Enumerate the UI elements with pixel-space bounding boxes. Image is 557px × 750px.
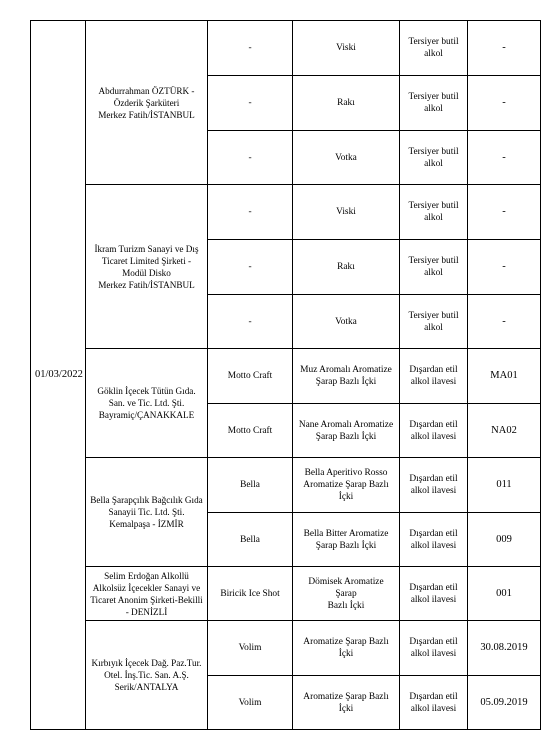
text-line: Otel. İnş.Tic. San. A.Ş.	[104, 670, 189, 680]
additive-cell	[400, 295, 468, 349]
brand-cell: Motto Craft	[208, 404, 293, 458]
text-line: alkol ilavesi	[410, 649, 457, 659]
additive-cell	[400, 240, 468, 295]
additive-cell	[400, 349, 468, 404]
text-line: Abdurrahman ÖZTÜRK -	[98, 85, 195, 96]
lot-code-cell: -	[468, 76, 541, 131]
company-cell	[86, 21, 208, 185]
brand-cell: -	[208, 185, 293, 240]
text-line: Merkez Fatih/İSTANBUL	[98, 279, 195, 290]
brand-cell: -	[208, 295, 293, 349]
text-line: Dışardan etil	[409, 474, 458, 484]
text-line: Merkez Fatih/İSTANBUL	[98, 109, 195, 120]
text-line: Şarap Bazlı İçki	[315, 377, 377, 387]
brand-cell: Volim	[208, 676, 293, 730]
text-line: alkol ilavesi	[410, 377, 457, 387]
text-line: Viski	[336, 43, 356, 53]
product-cell	[293, 76, 400, 131]
additive-cell	[400, 621, 468, 676]
table-row	[31, 621, 541, 676]
table-row	[31, 349, 541, 404]
company-cell	[86, 349, 208, 458]
text-line: Votka	[335, 152, 357, 163]
lot-code-cell: -	[468, 21, 541, 76]
date-cell: 01/03/2022	[31, 21, 86, 730]
text-line: İçki	[338, 703, 354, 714]
text-line: alkol ilavesi	[410, 431, 457, 442]
company-cell	[86, 621, 208, 730]
additive-cell	[400, 21, 468, 76]
lot-code-cell: 011	[468, 458, 541, 513]
table-row	[31, 21, 541, 76]
product-cell	[293, 185, 400, 240]
lot-code-cell: 30.08.2019	[468, 621, 541, 676]
product-cell	[293, 404, 400, 458]
text-line: Tersiyer butil	[408, 201, 459, 211]
lot-code-cell: MA01	[468, 349, 541, 404]
text-line: - DENİZLİ	[125, 606, 168, 617]
text-line: Bayramiç/ÇANAKKALE	[98, 410, 195, 420]
lot-code-cell: -	[468, 295, 541, 349]
product-cell	[293, 567, 400, 621]
lot-code-cell: 001	[468, 567, 541, 621]
text-line: Bella Bitter Aromatize	[303, 528, 389, 539]
text-line: alkol ilavesi	[410, 594, 457, 605]
brand-cell: -	[208, 21, 293, 76]
table-row	[31, 458, 541, 513]
text-line: Bazlı İçki	[327, 600, 365, 611]
text-line: Tersiyer butil	[408, 37, 459, 47]
lot-code-cell: -	[468, 240, 541, 295]
text-line: Göklin İçecek Tütün Gıda.	[97, 386, 196, 396]
additive-cell	[400, 513, 468, 567]
additive-cell	[400, 567, 468, 621]
text-line: Votka	[335, 316, 357, 327]
additive-cell	[400, 676, 468, 730]
brand-cell: -	[208, 76, 293, 131]
text-line: Ticaret Limited Şirketi -	[101, 255, 192, 266]
text-line: Tersiyer butil	[408, 92, 459, 102]
text-line: alkol	[424, 268, 443, 278]
additive-cell	[400, 76, 468, 131]
product-cell	[293, 621, 400, 676]
product-table	[30, 20, 541, 730]
text-line: Şarap Bazlı İçki	[315, 540, 377, 551]
additive-cell	[400, 404, 468, 458]
product-cell	[293, 131, 400, 185]
lot-code-cell: 009	[468, 513, 541, 567]
text-line: Aromatize Şarap Bazlı	[303, 480, 389, 490]
brand-cell: Bella	[208, 458, 293, 513]
text-line: Serik/ANTALYA	[114, 682, 179, 692]
text-line: Dışardan etil	[409, 637, 458, 647]
text-line: Dışardan etil	[409, 419, 458, 430]
product-cell	[293, 676, 400, 730]
text-line: Bella Aperitivo Rosso	[304, 468, 388, 478]
text-line: Ticaret Anonim Şirketi-Bekilli	[90, 594, 203, 605]
text-line: Dışardan etil	[409, 365, 458, 375]
product-cell	[293, 240, 400, 295]
company-cell	[86, 567, 208, 621]
text-line: Tersiyer butil	[408, 146, 459, 157]
product-cell	[293, 458, 400, 513]
text-line: İkram Turizm Sanayi ve Dış	[94, 243, 199, 254]
table-row	[31, 185, 541, 240]
table-row	[31, 567, 541, 621]
text-line: Modül Disko	[122, 267, 171, 278]
lot-code-cell: -	[468, 131, 541, 185]
text-line: Aromatize Şarap Bazlı	[303, 691, 389, 702]
text-line: Kırbıyık İçecek Dağ. Paz.Tur.	[91, 658, 202, 668]
text-line: alkol ilavesi	[410, 486, 457, 496]
text-line: alkol	[424, 49, 443, 59]
lot-code-cell: NA02	[468, 404, 541, 458]
text-line: alkol ilavesi	[410, 540, 457, 551]
text-line: alkol	[424, 158, 443, 169]
text-line: Dışardan etil	[409, 691, 458, 702]
brand-cell: Volim	[208, 621, 293, 676]
text-line: İçki	[338, 649, 354, 659]
text-line: Selim Erdoğan Alkollü	[104, 570, 189, 581]
brand-cell: Bella	[208, 513, 293, 567]
text-line: İçki	[338, 492, 354, 502]
text-line: Alkolsüz İçecekler Sanayi ve	[92, 582, 201, 593]
text-line: alkol	[424, 213, 443, 223]
text-line: Özderik Şarküteri	[113, 97, 180, 108]
text-line: Tersiyer butil	[408, 256, 459, 266]
company-cell	[86, 185, 208, 349]
product-cell	[293, 513, 400, 567]
product-cell	[293, 295, 400, 349]
text-line: Dışardan etil	[409, 528, 458, 539]
product-cell	[293, 21, 400, 76]
text-line: Kemalpaşa - İZMİR	[109, 519, 184, 529]
text-line: San. ve Tic. Ltd. Şti.	[108, 398, 185, 408]
text-line: Muz Aromalı Aromatize	[300, 365, 392, 375]
company-cell	[86, 458, 208, 567]
brand-cell: Biricik Ice Shot	[208, 567, 293, 621]
text-line: Rakı	[337, 98, 355, 108]
brand-cell: Motto Craft	[208, 349, 293, 404]
additive-cell	[400, 131, 468, 185]
text-line: Dışardan etil	[409, 582, 458, 593]
additive-cell	[400, 185, 468, 240]
text-line: Sanayii Tic. Ltd. Şti.	[108, 507, 185, 517]
text-line: Viski	[336, 207, 356, 217]
text-line: Rakı	[337, 262, 355, 272]
lot-code-cell: -	[468, 185, 541, 240]
text-line: alkol	[424, 322, 443, 333]
text-line: Nane Aromalı Aromatize	[298, 419, 394, 430]
text-line: alkol ilavesi	[410, 703, 457, 714]
text-line: Tersiyer butil	[408, 310, 459, 321]
text-line: Dömisek Aromatize Şarap	[308, 576, 384, 599]
text-line: alkol	[424, 104, 443, 114]
text-line: Bella Şarapçılık Bağcılık Gıda	[90, 495, 203, 505]
additive-cell	[400, 458, 468, 513]
brand-cell: -	[208, 131, 293, 185]
text-line: Aromatize Şarap Bazlı	[303, 637, 389, 647]
product-cell	[293, 349, 400, 404]
brand-cell: -	[208, 240, 293, 295]
text-line: Şarap Bazlı İçki	[315, 431, 377, 442]
lot-code-cell: 05.09.2019	[468, 676, 541, 730]
